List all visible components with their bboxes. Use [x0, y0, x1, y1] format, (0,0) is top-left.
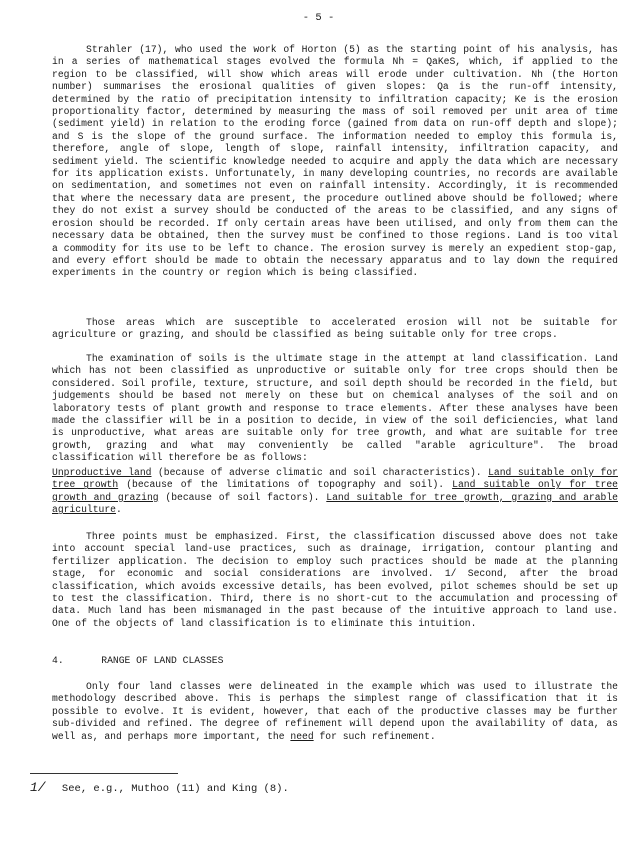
footnote-divider	[30, 773, 178, 774]
section-number: 4.	[52, 655, 64, 666]
class-tree-growth-reason: (because of the limitations of topography and soil).	[126, 479, 445, 491]
footnote-mark: 1/	[30, 780, 46, 795]
paragraph-land-classes	[52, 681, 618, 743]
class-tree-grazing: Land suitable only for tree growth and grazing	[52, 479, 618, 503]
footnote	[30, 780, 289, 795]
paragraph-text: Those areas which are susceptible to accelerated erosion will not be suitable for agriculture or grazing, and should be classified as being suitable only for tree crops.	[52, 317, 618, 341]
paragraph-soils	[52, 353, 618, 465]
class-list-end: .	[115, 504, 122, 516]
emphasis-need: need	[290, 730, 314, 742]
page-number: - 5 -	[302, 12, 335, 24]
paragraph-text-end: for such refinement.	[319, 730, 436, 742]
paragraph-three-points	[52, 531, 618, 630]
section-title: RANGE OF LAND CLASSES	[101, 655, 224, 666]
class-tree-growth: Land suitable only for tree growth	[52, 467, 618, 491]
footnote-text: See, e.g., Muthoo (11) and King (8).	[61, 783, 289, 795]
paragraph-text: Strahler (17), who used the work of Horton (5) as the starting point of his analysis, has in a series of mathematical stages evolved the formula Nh = QaKeS, which, if applied to the region to be classified, will show which areas will erode under cultivation. Nh (the Horton number) summarises the erosional qualities of given slopes: Qa is the run-off intensity, determined by the ratio of precipitation intensity to infiltration capacity; Ke is the erosion proportionality factor, determined by measuring the mass of soil removed per unit area of time (sediment yield) in relation to the eroding force (gained from data on run-off depth and slope); and S is the slope of the ground surface. The information needed to employ this formula is, therefore, angle of slope, length of slope, rainfall intensity, infiltration capacity, and sediment yield. The scientific knowledge needed to acquire and apply the data which are necessary for its application exists. Unfortunately, in many developing countries, no records are available on sedimentation, and sometimes not even on rainfall intensity. Accordingly, it is recommended that where the necessary data are present, the procedure outlined above should be followed; where they do not exist a survey should be conducted of the areas to be classified, and any signs of erosion should be recorded. If only certain areas have been utilised, and only from them can the necessary data be obtained, then the survey must be confined to those regions. Land is too vital a commodity for its use to be left to chance. The erosion survey is merely an expedient stop-gap, and every effort should be made to obtain the necessary apparatus and to lay down the required experiments in the country or region which is being classified.	[52, 44, 618, 279]
paragraph-text: Only four land classes were delineated in the example which was used to illustrate the methodology described above. This is perhaps the simplest range of classification that it is possible to evolve. It is evident, however, that each of the productive classes may be further sub-divided and refined. The degree of refinement will depend upon the availability of data, as well as, and perhaps more important, the	[52, 681, 618, 742]
class-unproductive: Unproductive land	[52, 467, 152, 478]
paragraph-text: The examination of soils is the ultimate stage in the attempt at land classification. Land which has not been classified as unproductive or suitable only for tree crops should then be considered. Soil profile, texture, structure, and soil depth should be recorded in the field, but judgements should be based not merely on these but on chemical analyses of the soil and on laboratory tests of plant growth and response to trace elements. After these analyses have been made the classifier will be in a position to decide, in view of the soil deficiencies, what land is unproductive, what areas are suitable only for tree growth, and what are suitable for tree growth, grazing and what may conveniently be called "arable agriculture". The broad classification will therefore be as follows:	[52, 353, 618, 464]
class-tree-grazing-reason: (because of soil factors).	[165, 491, 320, 503]
paragraph-text: Three points must be emphasized. First, the classification discussed above does not take into account special land-use practices, such as drainage, irrigation, contour planting and fertilizer application. The decision to employ such practices should be made at the planning stage, for economic and social considerations are involved. 1/ Second, after the broad classification, which avoids excessive details, has been evolved, pilot schemes should be set up to test the classification. Third, there is no short-cut to the accumulation and processing of data. Much land has been mismanaged in the past because of the intuitive approach to land use. One of the objects of land classification is to eliminate this intuition.	[52, 531, 618, 629]
paragraph-strahler	[52, 44, 618, 280]
classification-list	[52, 467, 618, 517]
class-unproductive-reason: (because of adverse climatic and soil characteristics).	[157, 467, 482, 478]
paragraph-erosion-areas	[52, 317, 618, 342]
class-tree-grazing-arable: Land suitable for tree growth, grazing and arable agriculture	[52, 491, 618, 516]
section-heading	[52, 655, 618, 667]
